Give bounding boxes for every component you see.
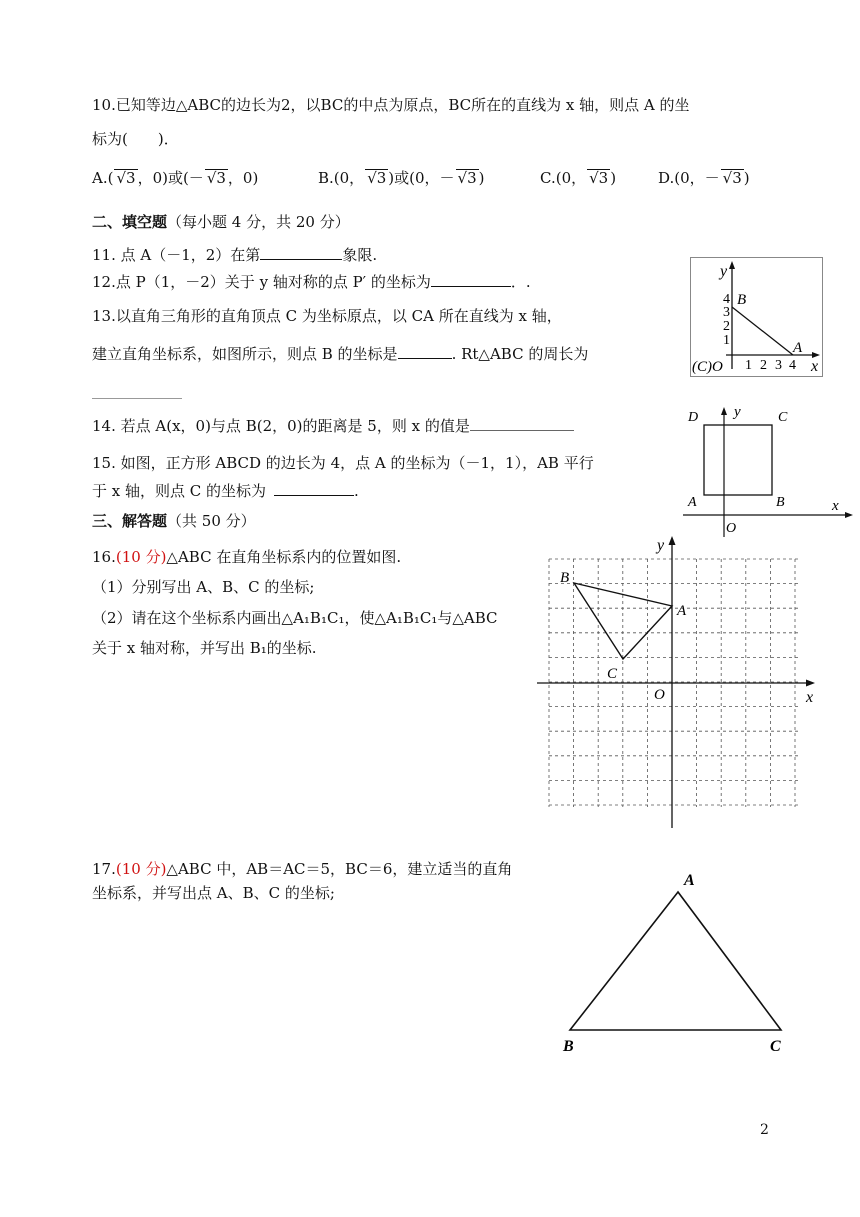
q13-ytick-4: 4 (723, 292, 730, 307)
q14-answer-blank[interactable] (470, 416, 574, 431)
q17-triangle-abc (570, 892, 781, 1030)
q16-line2: （1）分别写出 A、B、C 的坐标; (92, 578, 315, 596)
q12-answer-blank[interactable] (431, 272, 511, 287)
q11: 11. 点 A（－1，2）在第 象限. (92, 246, 378, 264)
q15-figure (683, 402, 855, 540)
q13-ytick-3: 3 (723, 305, 730, 320)
q13-perimeter-blank[interactable] (92, 398, 182, 399)
q10-option-d: D.(0，－ √3 ) (658, 169, 750, 187)
q13-label-origin: (C)O (692, 359, 723, 375)
q17-line2: 坐标系，并写出点 A、B、C 的坐标; (92, 884, 335, 902)
q10-line1: 10.已知等边△ABC的边长为2，以BC的中点为原点，BC所在的直线为 x 轴，则点 A 的坐 (92, 96, 690, 114)
q17-figure (555, 865, 795, 1060)
section3-heading: 三、解答题（共 50 分） (92, 512, 256, 530)
q13-xtick-3: 3 (775, 358, 782, 373)
q15-y-arrow (721, 407, 727, 415)
q13-b-coord-blank[interactable] (398, 344, 452, 359)
q15-label-a: A (688, 495, 697, 510)
q13-xtick-1: 1 (745, 358, 752, 373)
q13-label-a: A (793, 340, 803, 356)
q15-label-o: O (726, 521, 737, 536)
q17-label-a: A (684, 872, 695, 889)
q14: 14. 若点 A(x，0)与点 B(2，0)的距离是 5，则 x 的值是 (92, 415, 574, 437)
q16-line1: 16.(10 分)△ABC 在直角坐标系内的位置如图. (92, 548, 402, 566)
q15-label-c: C (778, 410, 788, 425)
q17-score: (10 分) (115, 860, 167, 878)
q15-answer-blank[interactable] (274, 481, 354, 496)
q16-line4: 关于 x 轴对称，并写出 B₁的坐标. (92, 639, 317, 657)
q15-line1: 15. 如图，正方形 ABCD 的边长为 4，点 A 的坐标为（－1，1），AB 平行 (92, 454, 594, 472)
q16-x-arrow (806, 680, 815, 687)
q13-xtick-4: 4 (789, 358, 796, 373)
q16-y-arrow (669, 536, 676, 545)
q10-option-a: A.( √3 ，0)或(－ √3 ，0) (92, 169, 259, 187)
q16-y-label: y (657, 537, 665, 554)
q15-x-arrow (845, 512, 853, 518)
q15-line2: 于 x 轴，则点 C 的坐标为 . (92, 482, 359, 500)
q16-label-b: B (560, 570, 570, 586)
q16-line3: （2）请在这个坐标系内画出△A₁B₁C₁，使△A₁B₁C₁与△ABC (92, 609, 498, 627)
q15-y-label: y (734, 404, 741, 420)
q10-option-b: B.(0， √3 )或(0，－ √3 ) (318, 169, 485, 187)
q13-ytick-1: 1 (723, 333, 730, 348)
q13-figure (690, 257, 823, 377)
q13-x-label: x (811, 358, 819, 375)
q16-label-o: O (654, 687, 665, 703)
q13-line1: 13.以直角三角形的直角顶点 C 为坐标原点，以 CA 所在直线为 x 轴， (92, 307, 562, 325)
q17-label-c: C (770, 1038, 781, 1055)
page-number: 2 (760, 1122, 769, 1138)
q16-figure (537, 532, 822, 832)
q11-answer-blank[interactable] (260, 245, 342, 260)
q12: 12.点 P（1，－2）关于 y 轴对称的点 P′ 的坐标为 ．. (92, 273, 531, 291)
q15-label-b: B (776, 495, 785, 510)
q13-y-label: y (720, 263, 728, 280)
q15-square-abcd (704, 425, 772, 495)
q13-ytick-2: 2 (723, 319, 730, 334)
q10-line2: 标为( )． (92, 130, 179, 148)
q13-xtick-2: 2 (760, 358, 767, 373)
section2-heading: 二、填空题（每小题 4 分，共 20 分） (92, 213, 350, 231)
q16-x-label: x (806, 689, 814, 706)
q13-line2: 建立直角坐标系，如图所示，则点 B 的坐标是 . Rt△ABC 的周长为 (92, 345, 589, 363)
q16-score: (10 分) (115, 548, 167, 566)
q15-label-d: D (688, 410, 699, 425)
q16-label-a: A (677, 603, 687, 619)
q17-line1: 17.(10 分)△ABC 中，AB＝AC＝5，BC＝6，建立适当的直角 (92, 860, 513, 878)
q16-label-c: C (607, 666, 618, 682)
q15-x-label: x (832, 498, 839, 514)
q10-option-c: C.(0， √3 ) (540, 169, 617, 187)
q17-label-b: B (563, 1038, 574, 1055)
q13-label-b: B (737, 292, 747, 308)
